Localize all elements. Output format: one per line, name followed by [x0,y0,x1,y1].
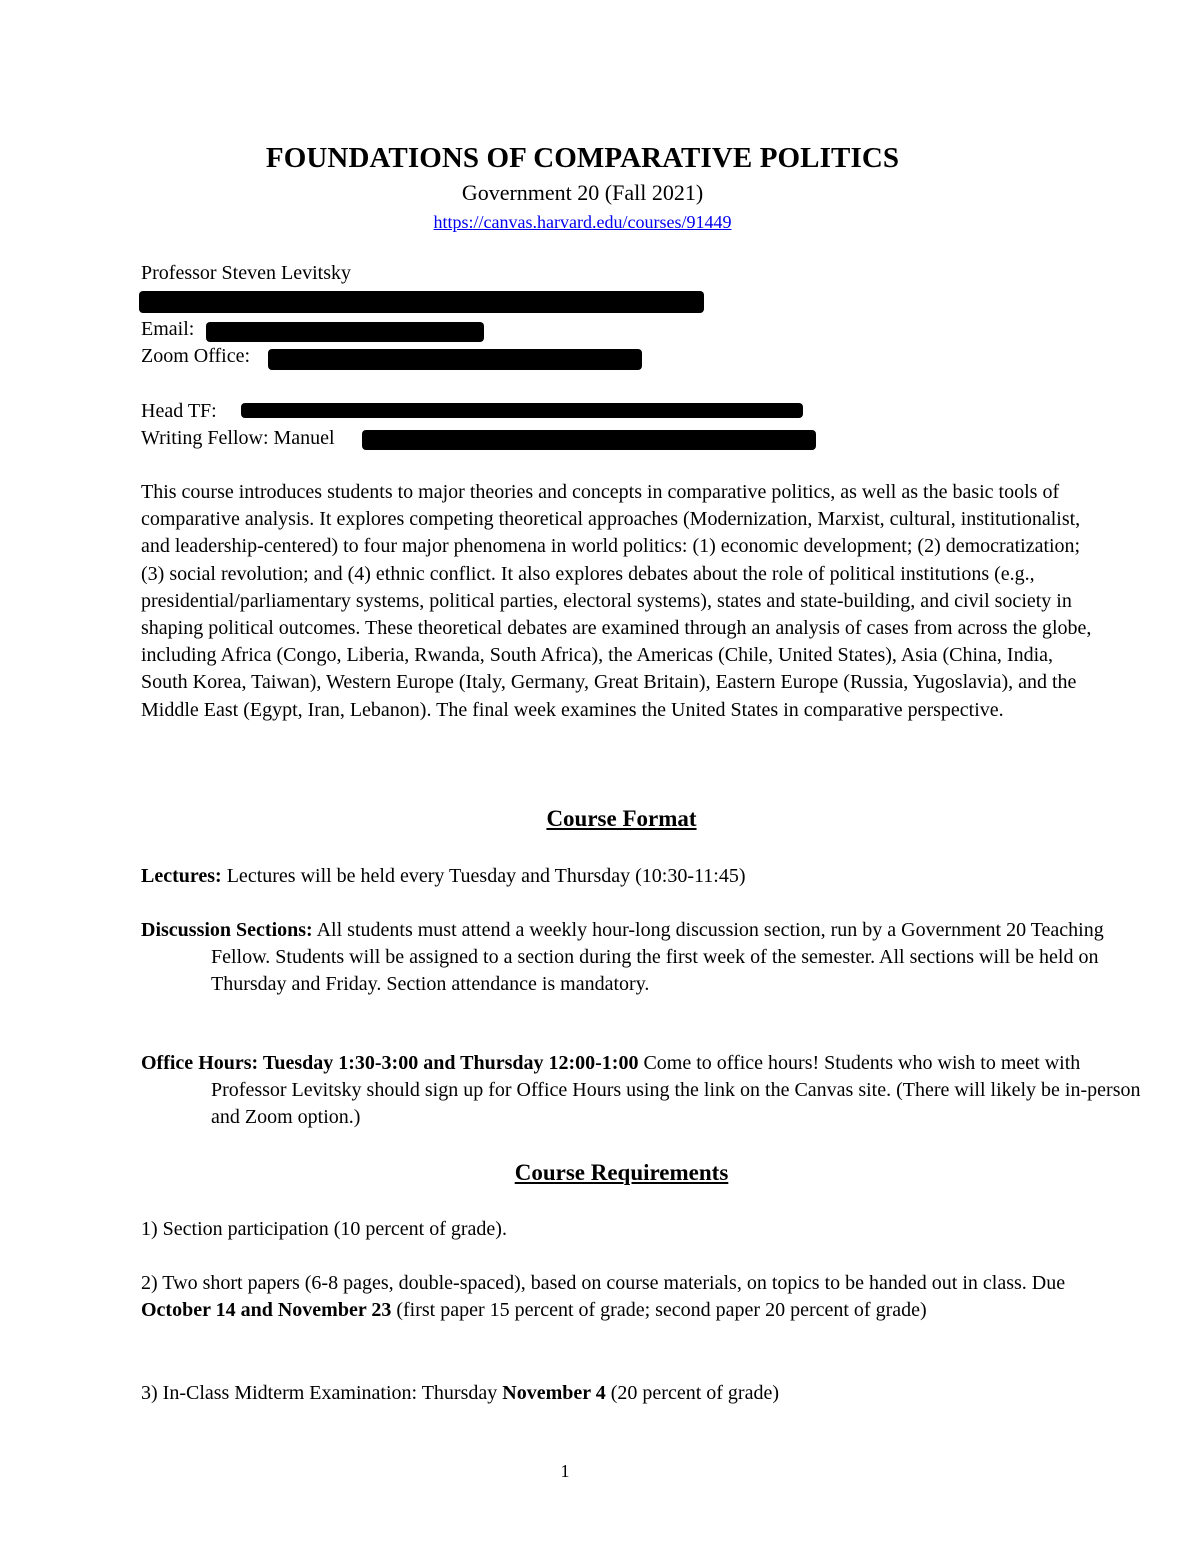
head-tf-label: Head TF: [141,400,217,422]
course-format-heading: Course Format [546,806,697,831]
lectures-info [141,863,1086,890]
requirement-3-date: November 4 [502,1382,606,1404]
discussion-sections-text: All students must attend a weekly hour-long discussion section, run by a Government 20 Teaching Fellow. Students will be assigned to a section during the first week of the semester. All sections will be held on Thursday and Friday. Section attendance is mandatory. [211,919,1104,996]
course-url-link[interactable]: https://canvas.harvard.edu/courses/91449 [433,212,732,232]
redacted-zoom-link [268,349,642,370]
lectures-label: Lectures: [141,865,222,887]
requirement-3-text: 3) In-Class Midterm Examination: Thursday [141,1382,498,1404]
lectures-text: Lectures will be held every Tuesday and Thursday (10:30-11:45) [226,865,746,887]
document-subtitle: Government 20 (Fall 2021) [461,180,704,205]
requirement-3-weight: (20 percent of grade) [610,1382,779,1404]
requirement-3 [141,1380,1086,1407]
requirement-2-dates: October 14 and November 23 [141,1299,392,1322]
course-description: This course introduces students to major theories and concepts in comparative politics, as well as the basic tools of comparative analysis. It explores competing theoretical approaches (Modernization, Marxist, cultural, institutionalist, and leadership-centered) to four major phenomena in world politics: (1) economic development; (2) democratization; (3) social revolution; and (4) ethnic conflict. It also explores debates about the role of political institutions (e.g., presidential/parliamentary systems, political parties, electoral systems), states and state-building, and civil society in shaping political outcomes. These theoretical debates are examined through an analysis of cases from across the globe, including Africa (Congo, Liberia, Rwanda, South Africa), the Americas (Chile, United States), Asia (China, India, South Korea, Taiwan), Western Europe (Italy, Germany, Great Britain), Eastern Europe (Russia, Yugoslavia), and the Middle East (Egypt, Iran, Lebanon). The final week examines the United States in comparative perspective. [141,481,1092,721]
professor-name: Professor Steven Levitsky [141,262,351,284]
course-requirements-heading: Course Requirements [514,1160,729,1185]
writing-fellow-label: Writing Fellow: Manuel [141,427,335,449]
email-label: Email: [141,318,195,340]
requirement-2 [141,1270,1086,1324]
course-url-container [0,212,1165,233]
redacted-email [206,322,484,342]
office-hours-info [141,1050,1146,1132]
redacted-writing-fellow [362,430,816,450]
discussion-sections-info [141,917,1146,999]
office-hours-label: Office Hours: Tuesday 1:30-3:00 and Thursday 12:00-1:00 [141,1052,639,1074]
requirement-1: 1) Section participation (10 percent of grade). [141,1218,507,1240]
redacted-head-tf [241,403,803,418]
redacted-block [139,291,704,313]
office-hours-text: Come to office hours! Students who wish to meet with Professor Levitsky should sign up for Office Hours using the link on the Canvas site. (There will likely be in-person and Zoom option.) [211,1052,1141,1129]
requirement-2-weights: (first paper 15 percent of grade; second paper 20 percent of grade) [396,1299,927,1322]
document-title: FOUNDATIONS OF COMPARATIVE POLITICS [265,142,900,174]
discussion-sections-label: Discussion Sections: [141,919,313,941]
requirement-2-text: 2) Two short papers (6-8 pages, double-spaced), based on course materials, on topics to be handed out in class. Due [141,1272,1066,1294]
page-number: 1 [560,1461,570,1481]
zoom-office-label: Zoom Office: [141,345,251,367]
